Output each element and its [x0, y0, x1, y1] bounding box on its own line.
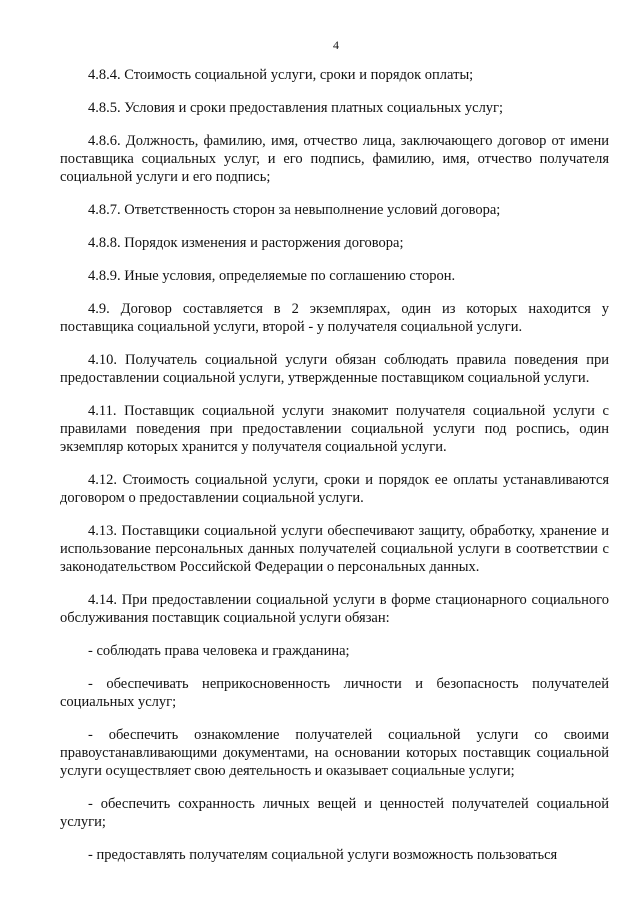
- paragraph-4-13: 4.13. Поставщики социальной услуги обеспечивают защиту, обработку, хранение и использование персональных данных получателей социальной услуги в соответствии с законодательством Российской Федерации о персональных данных.: [60, 523, 609, 575]
- page-number: 4: [333, 38, 339, 52]
- paragraph-4-8-5: 4.8.5. Условия и сроки предоставления платных социальных услуг;: [88, 100, 504, 116]
- document-body: [60, 66, 609, 864]
- paragraph-4-9: 4.9. Договор составляется в 2 экземплярах, один из которых находится у поставщика социальной услуги, второй - у получателя социальной услуги.: [60, 301, 609, 335]
- paragraph-4-8-4: 4.8.4. Стоимость социальной услуги, сроки и порядок оплаты;: [88, 67, 474, 83]
- paragraph-4-8-8: 4.8.8. Порядок изменения и расторжения договора;: [88, 235, 404, 251]
- paragraph-4-11: 4.11. Поставщик социальной услуги знакомит получателя социальной услуги с правилами поведения при предоставлении социальной услуги под роспись, один экземпляр которых хранится у получателя социальной услуги.: [60, 403, 609, 455]
- paragraph-4-14: 4.14. При предоставлении социальной услуги в форме стационарного социального обслуживания поставщик социальной услуги обязан:: [60, 592, 609, 626]
- paragraph-4-10: 4.10. Получатель социальной услуги обязан соблюдать правила поведения при предоставлении социальной услуги, утвержденные поставщиком социальной услуги.: [60, 352, 609, 386]
- list-item-founding-documents: - обеспечить ознакомление получателей социальной услуги со своими правоустанавливающими документами, на основании которых поставщик социальной услуги осуществляет свою деятельность и оказывает социальные услуги;: [60, 727, 609, 779]
- paragraph-4-8-7: 4.8.7. Ответственность сторон за невыполнение условий договора;: [88, 202, 501, 218]
- list-item-human-rights: - соблюдать права человека и гражданина;: [88, 643, 350, 659]
- paragraph-4-12: 4.12. Стоимость социальной услуги, сроки и порядок ее оплаты устанавливаются договором о предоставлении социальной услуги.: [60, 472, 609, 506]
- list-item-belongings-safety: - обеспечить сохранность личных вещей и ценностей получателей социальной услуги;: [60, 796, 609, 830]
- list-item-personal-safety: - обеспечивать неприкосновенность личности и безопасность получателей социальных услуг;: [60, 676, 609, 710]
- paragraph-4-8-6: 4.8.6. Должность, фамилию, имя, отчество лица, заключающего договор от имени поставщика социальных услуг, и его подпись, фамилию, имя, отчество получателя социальной услуги и его подпись;: [60, 133, 609, 185]
- paragraph-4-8-9: 4.8.9. Иные условия, определяемые по соглашению сторон.: [88, 268, 456, 284]
- list-item-provide-opportunity: - предоставлять получателям социальной услуги возможность пользоваться: [88, 847, 558, 863]
